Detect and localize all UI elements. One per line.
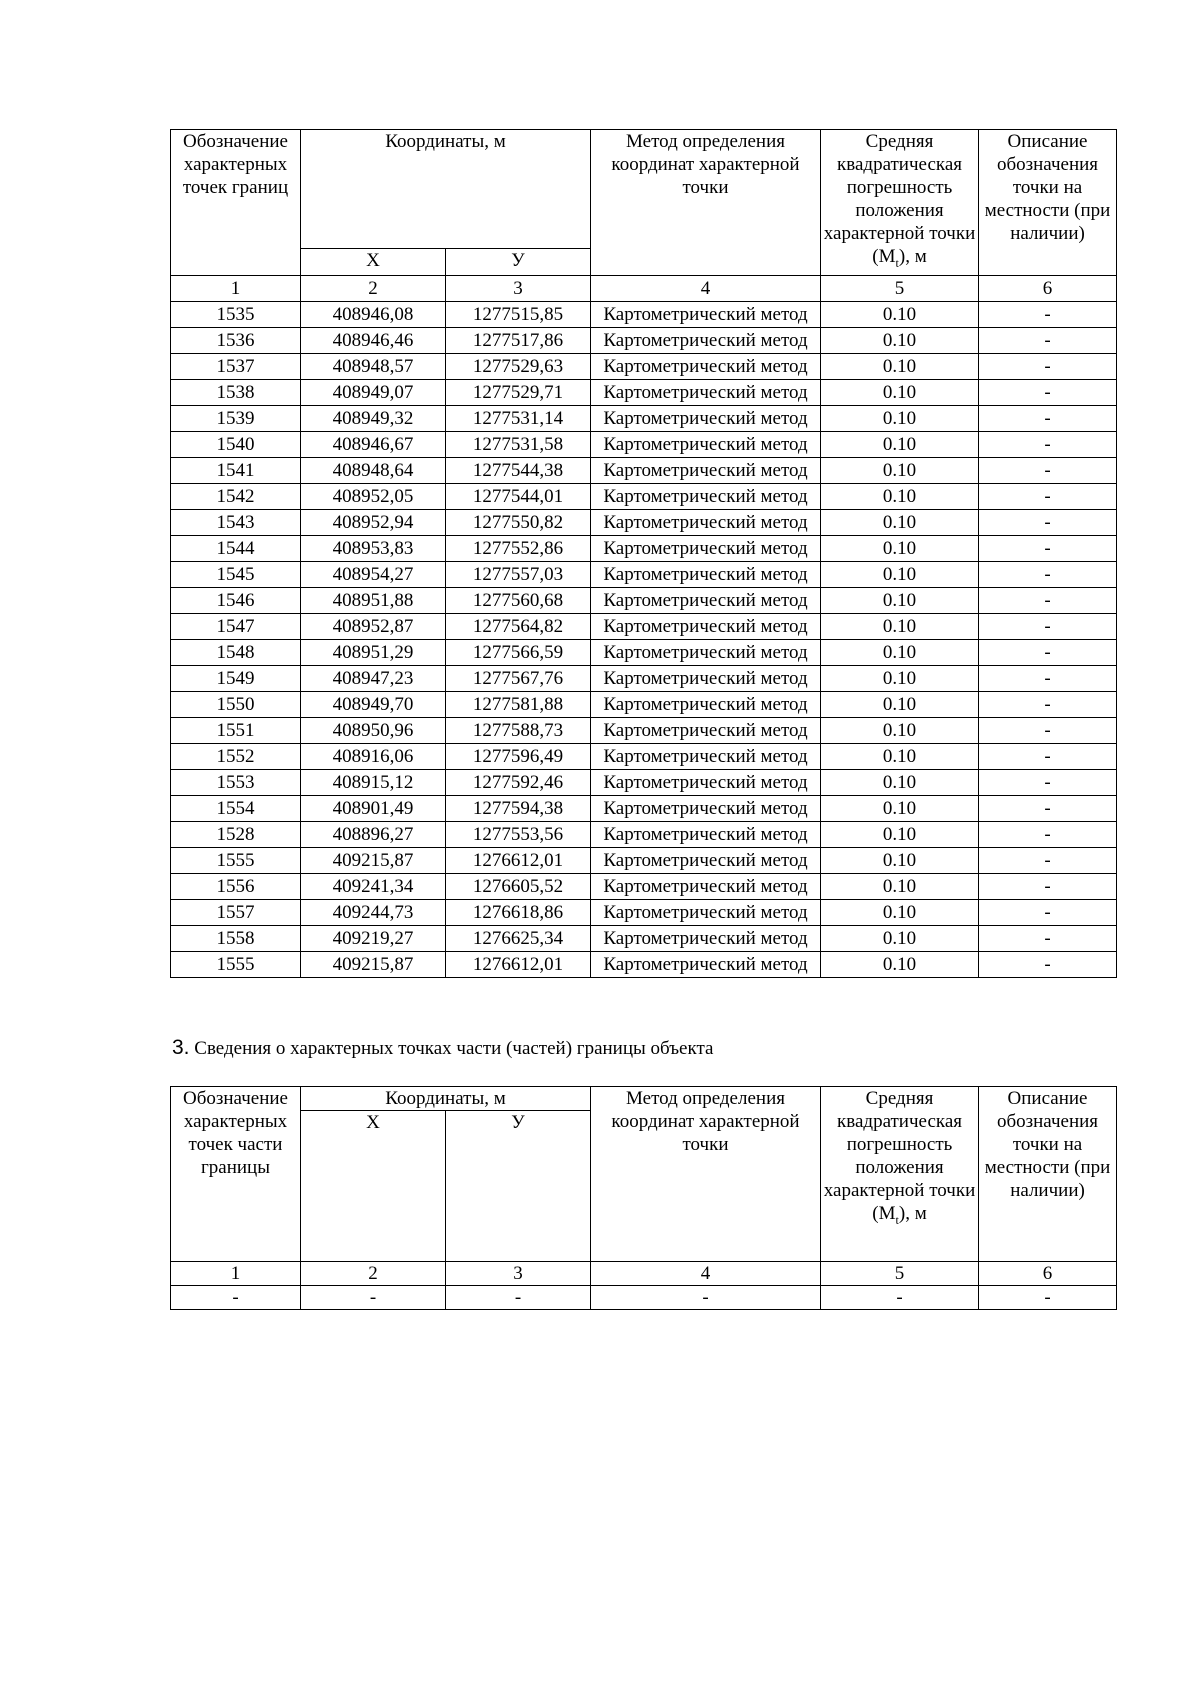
method-cell: Картометрический метод <box>591 743 821 769</box>
x-coordinate-cell: 408946,67 <box>301 431 446 457</box>
x-coordinate-cell: 408949,07 <box>301 379 446 405</box>
x-coordinate-cell: 409215,87 <box>301 951 446 977</box>
header-method: Метод определения координат характерной точки <box>591 130 821 276</box>
point-id-cell: 1552 <box>171 743 301 769</box>
y-coordinate-cell: 1277560,68 <box>446 587 591 613</box>
point-id-cell: 1541 <box>171 457 301 483</box>
method-cell: Картометрический метод <box>591 509 821 535</box>
point-id-cell: 1556 <box>171 873 301 899</box>
mean-error-cell: 0.10 <box>821 613 979 639</box>
x-coordinate-cell: 408916,06 <box>301 743 446 769</box>
mean-error-cell: 0.10 <box>821 873 979 899</box>
table-row <box>171 951 1117 977</box>
method-cell: Картометрический метод <box>591 301 821 327</box>
point-id-cell: 1555 <box>171 951 301 977</box>
table-row <box>171 405 1117 431</box>
y-coordinate-cell: 1277531,58 <box>446 431 591 457</box>
description-cell: - <box>979 587 1117 613</box>
header-x: Х <box>301 249 446 276</box>
x-coordinate-cell: 409215,87 <box>301 847 446 873</box>
y-coordinate-cell: 1277567,76 <box>446 665 591 691</box>
mean-error-cell: 0.10 <box>821 691 979 717</box>
table-row <box>171 925 1117 951</box>
point-id-cell: 1537 <box>171 353 301 379</box>
x-coordinate-cell: 408948,57 <box>301 353 446 379</box>
table-body <box>171 275 1117 977</box>
method-cell: Картометрический метод <box>591 769 821 795</box>
mean-error-cell: 0.10 <box>821 405 979 431</box>
section-number: 3. <box>172 1036 190 1059</box>
description-cell: - <box>979 743 1117 769</box>
y-coordinate-cell: 1277529,71 <box>446 379 591 405</box>
table-row <box>171 743 1117 769</box>
method-cell: Картометрический метод <box>591 691 821 717</box>
mean-error-cell: 0.10 <box>821 847 979 873</box>
description-cell: - <box>979 457 1117 483</box>
mean-error-cell: 0.10 <box>821 431 979 457</box>
header-point-designation: Обозначение характерных точек части границы <box>171 1087 301 1262</box>
y-coordinate-cell: 1277544,38 <box>446 457 591 483</box>
x-coordinate-cell: 408952,05 <box>301 483 446 509</box>
x-coordinate-cell: 408901,49 <box>301 795 446 821</box>
table-row <box>171 899 1117 925</box>
method-cell: - <box>591 1286 821 1310</box>
description-cell: - <box>979 717 1117 743</box>
method-cell: Картометрический метод <box>591 483 821 509</box>
method-cell: Картометрический метод <box>591 613 821 639</box>
mean-error-cell: 0.10 <box>821 509 979 535</box>
mean-error-cell: 0.10 <box>821 379 979 405</box>
table-row <box>171 665 1117 691</box>
x-coordinate-cell: 408952,94 <box>301 509 446 535</box>
x-coordinate-cell: - <box>301 1286 446 1310</box>
mean-error-cell: - <box>821 1286 979 1310</box>
point-id-cell: 1539 <box>171 405 301 431</box>
x-coordinate-cell: 408953,83 <box>301 535 446 561</box>
description-cell: - <box>979 301 1117 327</box>
x-coordinate-cell: 408948,64 <box>301 457 446 483</box>
column-number: 6 <box>979 275 1117 301</box>
method-cell: Картометрический метод <box>591 535 821 561</box>
table-row <box>171 327 1117 353</box>
mean-error-cell: 0.10 <box>821 795 979 821</box>
description-cell: - <box>979 509 1117 535</box>
column-number: 5 <box>821 275 979 301</box>
mean-error-cell: 0.10 <box>821 457 979 483</box>
method-cell: Картометрический метод <box>591 561 821 587</box>
method-cell: Картометрический метод <box>591 873 821 899</box>
point-id-cell: - <box>171 1286 301 1310</box>
mean-error-cell: 0.10 <box>821 561 979 587</box>
description-cell: - <box>979 613 1117 639</box>
y-coordinate-cell: 1277596,49 <box>446 743 591 769</box>
column-number-row <box>171 1262 1117 1286</box>
description-cell: - <box>979 639 1117 665</box>
point-id-cell: 1545 <box>171 561 301 587</box>
description-cell: - <box>979 873 1117 899</box>
x-coordinate-cell: 408947,23 <box>301 665 446 691</box>
header-coordinates: Координаты, м <box>301 1087 591 1111</box>
table-row <box>171 795 1117 821</box>
x-coordinate-cell: 408951,88 <box>301 587 446 613</box>
point-id-cell: 1535 <box>171 301 301 327</box>
description-cell: - <box>979 847 1117 873</box>
table-row <box>171 691 1117 717</box>
mean-error-cell: 0.10 <box>821 743 979 769</box>
description-cell: - <box>979 535 1117 561</box>
mean-error-cell: 0.10 <box>821 353 979 379</box>
table-row <box>171 431 1117 457</box>
description-cell: - <box>979 561 1117 587</box>
point-id-cell: 1548 <box>171 639 301 665</box>
mean-error-cell: 0.10 <box>821 639 979 665</box>
y-coordinate-cell: 1277592,46 <box>446 769 591 795</box>
column-number: 1 <box>171 275 301 301</box>
y-coordinate-cell: 1276612,01 <box>446 951 591 977</box>
description-cell: - <box>979 665 1117 691</box>
y-coordinate-cell: 1277553,56 <box>446 821 591 847</box>
x-coordinate-cell: 408949,70 <box>301 691 446 717</box>
point-id-cell: 1546 <box>171 587 301 613</box>
mean-error-cell: 0.10 <box>821 535 979 561</box>
description-cell: - <box>979 483 1117 509</box>
y-coordinate-cell: 1277552,86 <box>446 535 591 561</box>
point-id-cell: 1549 <box>171 665 301 691</box>
method-cell: Картометрический метод <box>591 899 821 925</box>
y-coordinate-cell: 1277531,14 <box>446 405 591 431</box>
mean-error-cell: 0.10 <box>821 899 979 925</box>
x-coordinate-cell: 408915,12 <box>301 769 446 795</box>
point-id-cell: 1551 <box>171 717 301 743</box>
method-cell: Картометрический метод <box>591 353 821 379</box>
y-coordinate-cell: 1277515,85 <box>446 301 591 327</box>
header-point-designation: Обозначение характерных точек границ <box>171 130 301 276</box>
description-cell: - <box>979 431 1117 457</box>
x-coordinate-cell: 408951,29 <box>301 639 446 665</box>
header-coordinates: Координаты, м <box>301 130 591 249</box>
x-coordinate-cell: 408896,27 <box>301 821 446 847</box>
y-coordinate-cell: 1277544,01 <box>446 483 591 509</box>
y-coordinate-cell: 1277557,03 <box>446 561 591 587</box>
y-coordinate-cell: 1277566,59 <box>446 639 591 665</box>
description-cell: - <box>979 1286 1117 1310</box>
description-cell: - <box>979 899 1117 925</box>
description-cell: - <box>979 405 1117 431</box>
header-description: Описание обозначения точки на местности (при наличии) <box>979 1087 1117 1262</box>
table-row <box>171 483 1117 509</box>
header-mean-error: Средняя квадратическая погрешность положения характерной точки $(M_t)$, м <box>821 1087 979 1262</box>
point-id-cell: 1536 <box>171 327 301 353</box>
point-id-cell: 1528 <box>171 821 301 847</box>
method-cell: Картометрический метод <box>591 327 821 353</box>
table-row <box>171 613 1117 639</box>
part-boundary-points-table <box>170 1086 1117 1310</box>
point-id-cell: 1554 <box>171 795 301 821</box>
point-id-cell: 1547 <box>171 613 301 639</box>
table-body <box>171 1262 1117 1310</box>
description-cell: - <box>979 327 1117 353</box>
column-number: 2 <box>301 275 446 301</box>
header-y: У <box>446 249 591 276</box>
mean-error-cell: 0.10 <box>821 587 979 613</box>
table-row <box>171 301 1117 327</box>
mean-error-cell: 0.10 <box>821 769 979 795</box>
table-row <box>171 509 1117 535</box>
y-coordinate-cell: - <box>446 1286 591 1310</box>
x-coordinate-cell: 408952,87 <box>301 613 446 639</box>
y-coordinate-cell: 1277594,38 <box>446 795 591 821</box>
method-cell: Картометрический метод <box>591 717 821 743</box>
table-row <box>171 1286 1117 1310</box>
table-row <box>171 847 1117 873</box>
boundary-points-table <box>170 129 1117 978</box>
mean-error-cell: 0.10 <box>821 483 979 509</box>
column-number: 3 <box>446 1262 591 1286</box>
method-cell: Картометрический метод <box>591 951 821 977</box>
y-coordinate-cell: 1277529,63 <box>446 353 591 379</box>
point-id-cell: 1553 <box>171 769 301 795</box>
x-coordinate-cell: 409241,34 <box>301 873 446 899</box>
x-coordinate-cell: 408946,46 <box>301 327 446 353</box>
table-row <box>171 769 1117 795</box>
table-row <box>171 353 1117 379</box>
table-row <box>171 821 1117 847</box>
mean-error-cell: 0.10 <box>821 821 979 847</box>
mean-error-cell: 0.10 <box>821 301 979 327</box>
y-coordinate-cell: 1276605,52 <box>446 873 591 899</box>
x-coordinate-cell: 408949,32 <box>301 405 446 431</box>
description-cell: - <box>979 821 1117 847</box>
mean-error-cell: 0.10 <box>821 665 979 691</box>
section-heading <box>172 1036 713 1060</box>
y-coordinate-cell: 1276618,86 <box>446 899 591 925</box>
x-coordinate-cell: 409244,73 <box>301 899 446 925</box>
point-id-cell: 1543 <box>171 509 301 535</box>
method-cell: Картометрический метод <box>591 405 821 431</box>
point-id-cell: 1555 <box>171 847 301 873</box>
table-row <box>171 717 1117 743</box>
header-y: У <box>446 1111 591 1262</box>
table-row <box>171 379 1117 405</box>
mean-error-cell: 0.10 <box>821 717 979 743</box>
y-coordinate-cell: 1276625,34 <box>446 925 591 951</box>
column-number: 2 <box>301 1262 446 1286</box>
description-cell: - <box>979 925 1117 951</box>
method-cell: Картометрический метод <box>591 847 821 873</box>
method-cell: Картометрический метод <box>591 795 821 821</box>
column-number: 6 <box>979 1262 1117 1286</box>
x-coordinate-cell: 408946,08 <box>301 301 446 327</box>
table-row <box>171 561 1117 587</box>
column-number: 5 <box>821 1262 979 1286</box>
y-coordinate-cell: 1277517,86 <box>446 327 591 353</box>
point-id-cell: 1557 <box>171 899 301 925</box>
header-method: Метод определения координат характерной точки <box>591 1087 821 1262</box>
header-x: Х <box>301 1111 446 1262</box>
point-id-cell: 1540 <box>171 431 301 457</box>
method-cell: Картометрический метод <box>591 379 821 405</box>
point-id-cell: 1544 <box>171 535 301 561</box>
table-row <box>171 639 1117 665</box>
description-cell: - <box>979 951 1117 977</box>
header-description: Описание обозначения точки на местности (при наличии) <box>979 130 1117 276</box>
table-row <box>171 873 1117 899</box>
method-cell: Картометрический метод <box>591 457 821 483</box>
y-coordinate-cell: 1276612,01 <box>446 847 591 873</box>
x-coordinate-cell: 408950,96 <box>301 717 446 743</box>
column-number: 4 <box>591 275 821 301</box>
description-cell: - <box>979 795 1117 821</box>
description-cell: - <box>979 353 1117 379</box>
description-cell: - <box>979 691 1117 717</box>
column-number-row <box>171 275 1117 301</box>
mean-error-cell: 0.10 <box>821 925 979 951</box>
method-cell: Картометрический метод <box>591 665 821 691</box>
column-number: 4 <box>591 1262 821 1286</box>
method-cell: Картометрический метод <box>591 925 821 951</box>
mean-error-cell: 0.10 <box>821 327 979 353</box>
x-coordinate-cell: 409219,27 <box>301 925 446 951</box>
table-row <box>171 587 1117 613</box>
section-title-text: Сведения о характерных точках части (частей) границы объекта <box>194 1038 714 1059</box>
description-cell: - <box>979 379 1117 405</box>
mean-error-cell: 0.10 <box>821 951 979 977</box>
y-coordinate-cell: 1277550,82 <box>446 509 591 535</box>
y-coordinate-cell: 1277564,82 <box>446 613 591 639</box>
table-row <box>171 535 1117 561</box>
method-cell: Картометрический метод <box>591 587 821 613</box>
header-mean-error: Средняя квадратическая погрешность положения характерной точки $(M_t)$, м <box>821 130 979 276</box>
y-coordinate-cell: 1277581,88 <box>446 691 591 717</box>
point-id-cell: 1538 <box>171 379 301 405</box>
table-row <box>171 457 1117 483</box>
point-id-cell: 1542 <box>171 483 301 509</box>
y-coordinate-cell: 1277588,73 <box>446 717 591 743</box>
method-cell: Картометрический метод <box>591 431 821 457</box>
column-number: 1 <box>171 1262 301 1286</box>
point-id-cell: 1550 <box>171 691 301 717</box>
point-id-cell: 1558 <box>171 925 301 951</box>
x-coordinate-cell: 408954,27 <box>301 561 446 587</box>
column-number: 3 <box>446 275 591 301</box>
method-cell: Картометрический метод <box>591 821 821 847</box>
description-cell: - <box>979 769 1117 795</box>
method-cell: Картометрический метод <box>591 639 821 665</box>
